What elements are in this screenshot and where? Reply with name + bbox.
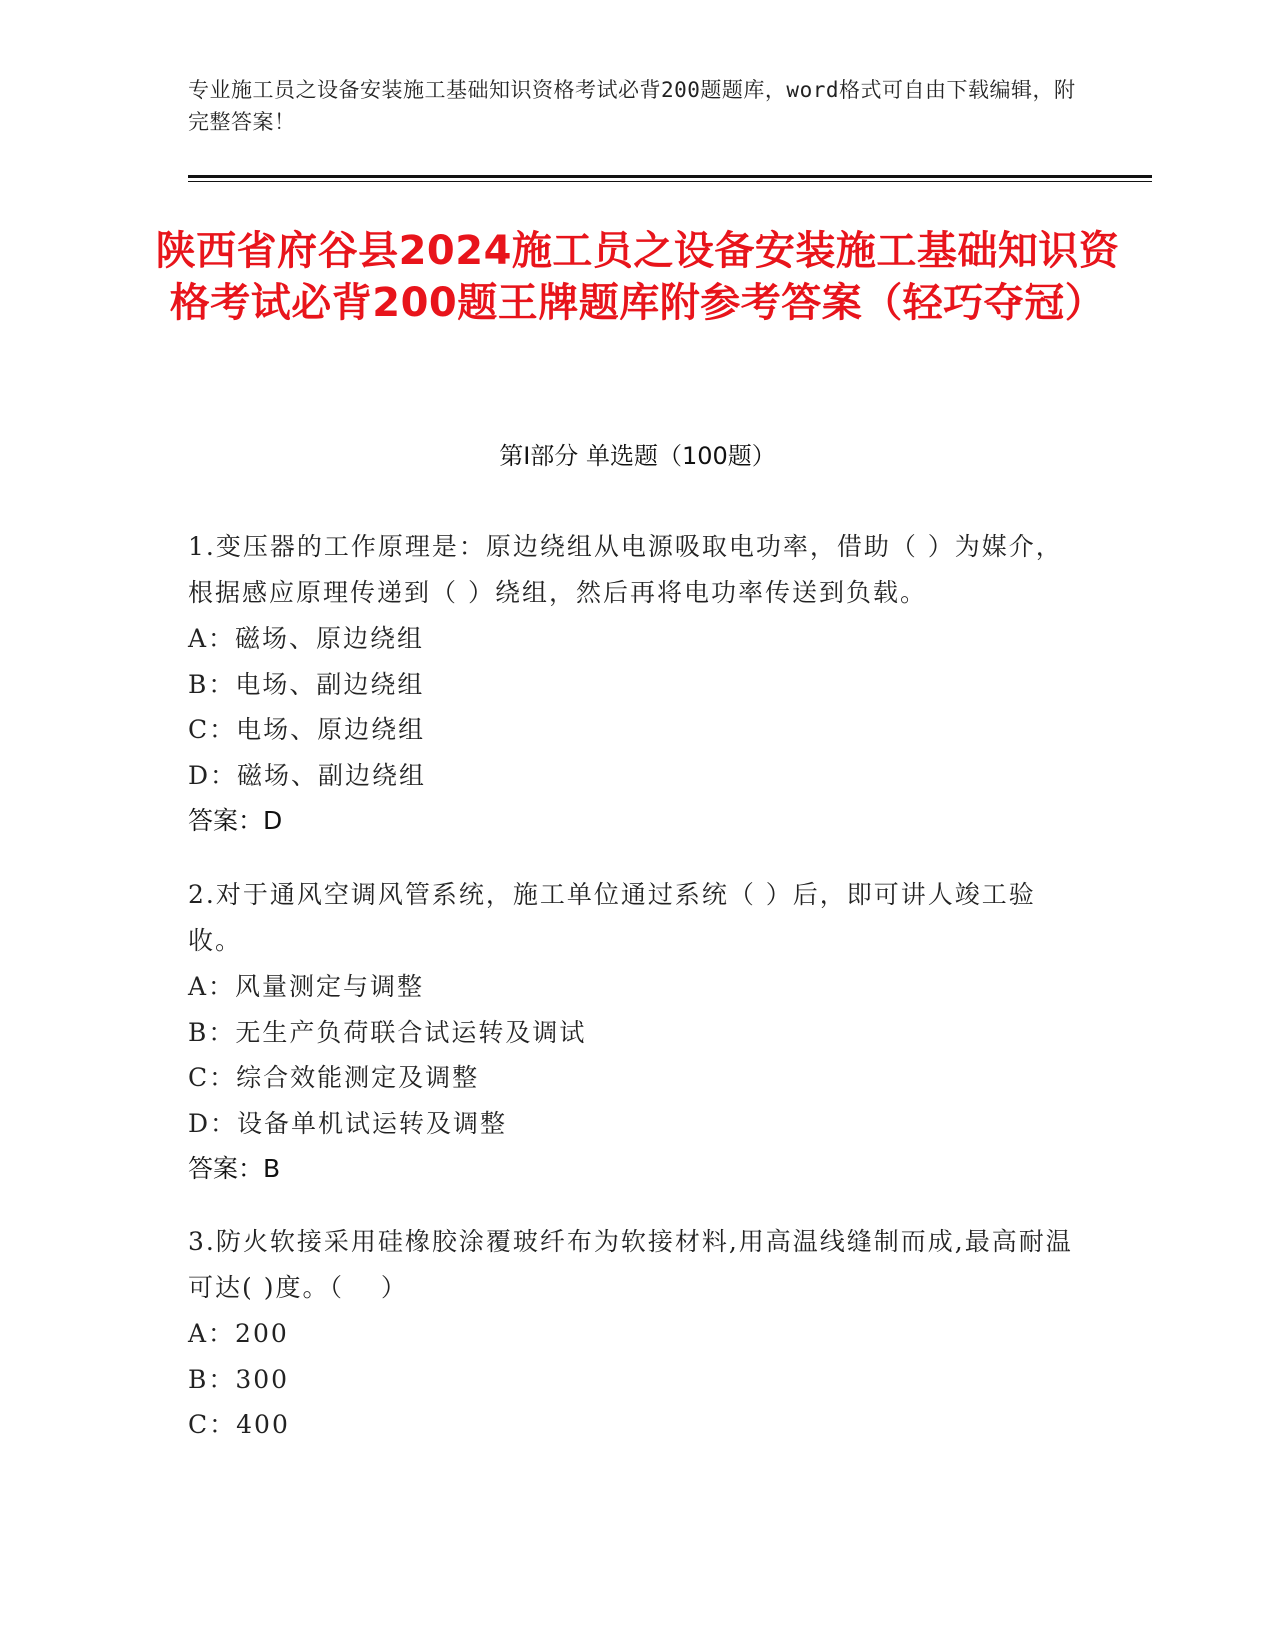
question-stem: 2.对于通风空调风管系统，施工单位通过系统（ ）后，即可讲人竣工验收。 (188, 880, 1036, 955)
question-1 (188, 524, 1088, 843)
question-2 (188, 872, 1088, 1191)
option-a: A：200 (188, 1319, 289, 1348)
answer: 答案：B (188, 1154, 281, 1183)
option-b: B：300 (188, 1364, 290, 1394)
question-3 (188, 1219, 1088, 1448)
answer: 答案：D (188, 806, 283, 835)
question-stem: 3.防火软接采用硅橡胶涂覆玻纤布为软接材料,用高温线缝制而成,最高耐温可达( )度。（ ） (188, 1227, 1073, 1302)
option-a: A：风量测定与调整 (188, 972, 425, 1001)
option-d: D：磁场、副边绕组 (188, 760, 427, 790)
option-a: A：磁场、原边绕组 (188, 624, 425, 653)
header-note: 专业施工员之设备安装施工基础知识资格考试必背200题题库，word格式可自由下载编辑，附完整答案！ (188, 78, 1076, 134)
header-divider-thin (188, 181, 1152, 182)
document-title: 陕西省府谷县2024施工员之设备安装施工基础知识资格考试必背200题王牌题库附参考答案（轻巧夺冠） (155, 228, 1120, 326)
option-c: C：400 (188, 1410, 290, 1439)
option-b: B：无生产负荷联合试运转及调试 (188, 1017, 587, 1047)
option-d: D：设备单机试运转及调整 (188, 1108, 508, 1138)
header-divider-thick (188, 175, 1152, 178)
option-c: C：综合效能测定及调整 (188, 1063, 480, 1092)
question-stem: 1.变压器的工作原理是：原边绕组从电源吸取电功率，借助（ ）为媒介，根据感应原理传递到（ ）绕组，然后再将电功率传送到负载。 (188, 532, 1063, 607)
option-b: B：电场、副边绕组 (188, 669, 425, 699)
section-title: 第Ⅰ部分 单选题（100题） (499, 442, 776, 470)
option-c: C：电场、原边绕组 (188, 715, 426, 744)
